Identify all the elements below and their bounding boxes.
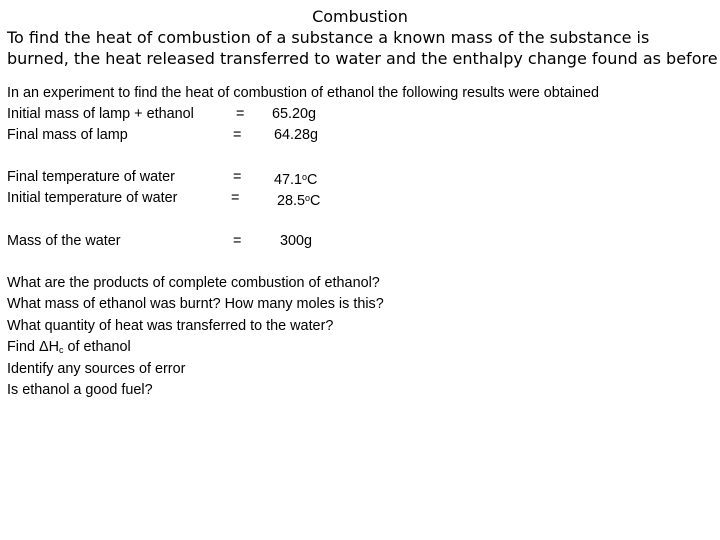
- intro-line-1: To find the heat of combustion of a substance a known mass of the substance is: [7, 28, 650, 47]
- question-4-subscript: c: [59, 345, 64, 356]
- result-value: 64.28g: [274, 127, 319, 143]
- question-2: What mass of ethanol was burnt? How many moles is this?: [7, 296, 384, 313]
- temp-unit: C: [307, 172, 318, 188]
- experiment-description: In an experiment to find the heat of combustion of ethanol the following results were obtained: [7, 85, 599, 101]
- result-value: [277, 188, 320, 212]
- result-label: Mass of the water: [7, 233, 121, 249]
- equals-sign: =: [233, 233, 242, 249]
- intro-text: [7, 27, 717, 69]
- result-row-water-mass: [7, 231, 713, 252]
- result-label: Final mass of lamp: [7, 127, 128, 143]
- question-4: [7, 337, 131, 358]
- question-4-prefix: Find ΔH: [7, 339, 59, 356]
- question-5: Identify any sources of error: [7, 360, 186, 377]
- result-label: Initial mass of lamp + ethanol: [7, 106, 194, 122]
- equals-sign: =: [231, 190, 240, 206]
- question-1: What are the products of complete combustion of ethanol?: [7, 275, 380, 291]
- page-title: Combustion: [312, 7, 408, 26]
- equals-sign: =: [236, 106, 245, 122]
- result-row-initial-mass: [7, 104, 713, 125]
- result-row-initial-temp: [7, 188, 713, 209]
- degree-mark: o: [305, 193, 311, 203]
- result-label: Initial temperature of water: [7, 190, 178, 206]
- question-4-suffix: of ethanol: [63, 339, 131, 356]
- result-value: 300g: [280, 233, 313, 249]
- equals-sign: =: [233, 169, 242, 185]
- question-6: Is ethanol a good fuel?: [7, 382, 153, 398]
- question-3: What quantity of heat was transferred to the water?: [7, 317, 334, 334]
- result-row-final-temp: [7, 167, 713, 188]
- temp-number: 47.1: [274, 172, 303, 188]
- result-label: Final temperature of water: [7, 169, 175, 185]
- result-row-final-mass: [7, 125, 713, 146]
- temp-unit: C: [310, 193, 321, 209]
- result-value: 65.20g: [272, 106, 317, 122]
- intro-line-2: burned, the heat released transferred to water and the enthalpy change found as before: [7, 49, 718, 68]
- temp-number: 28.5: [277, 193, 306, 209]
- degree-mark: o: [302, 172, 308, 182]
- equals-sign: =: [233, 127, 242, 143]
